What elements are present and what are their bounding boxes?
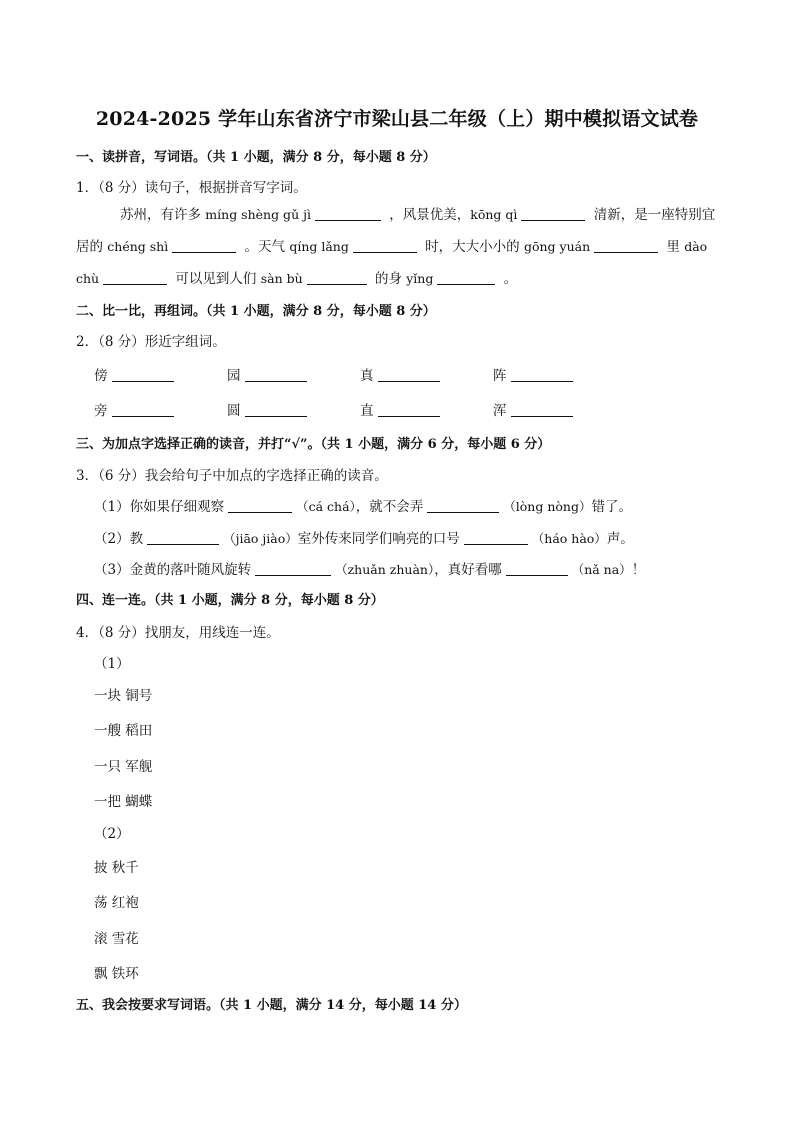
pinyin: qíng lǎng: [289, 239, 349, 254]
answer-blank[interactable]: [437, 270, 495, 285]
answer-blank[interactable]: [315, 206, 381, 221]
char-item: 旁: [94, 399, 178, 419]
section-1-heading: 一、读拼音，写词语。（共 1 小题，满分 8 分，每小题 8 分）: [76, 150, 436, 165]
section-2-heading: 二、比一比，再组词。（共 1 小题，满分 8 分，每小题 8 分）: [76, 304, 436, 319]
section-5-heading: 五、我会按要求写词语。（共 1 小题，满分 14 分，每小题 14 分）: [76, 998, 467, 1013]
match-item: 一把 蝴蝶: [94, 794, 153, 810]
section-3-heading: 三、为加点字选择正确的读音，并打“√”。（共 1 小题，满分 6 分，每小题 6 分）: [76, 437, 551, 452]
answer-blank[interactable]: [245, 402, 307, 417]
answer-blank[interactable]: [353, 238, 417, 253]
part-label: （2）: [94, 826, 130, 842]
section-4-heading: 四、连一连。（共 1 小题，满分 8 分，每小题 8 分）: [76, 593, 384, 608]
answer-blank[interactable]: [521, 206, 585, 221]
pinyin: yǐng: [406, 271, 434, 286]
answer-blank[interactable]: [511, 402, 573, 417]
answer-blank[interactable]: [147, 530, 219, 545]
pinyin: dào chù: [76, 239, 708, 286]
match-item: 一只 军舰: [94, 759, 153, 775]
question-2: 2．（8 分）形近字组词。: [76, 334, 226, 350]
answer-blank[interactable]: [506, 561, 568, 576]
pinyin: kōng qì: [470, 207, 518, 222]
answer-blank[interactable]: [378, 367, 440, 382]
answer-blank[interactable]: [378, 402, 440, 417]
pinyin: míng shèng gǔ jì: [205, 207, 311, 222]
answer-blank[interactable]: [112, 367, 174, 382]
answer-blank[interactable]: [594, 238, 658, 253]
answer-blank[interactable]: [112, 402, 174, 417]
answer-blank[interactable]: [103, 270, 167, 285]
match-item: 飘 铁环: [94, 966, 139, 982]
reading-item: （1）你如果仔细观察 （cá chá），就不会弄 （lòng nòng）错了。: [94, 499, 632, 515]
char-item: 阵: [493, 364, 577, 384]
match-item: 荡 红袍: [94, 895, 139, 911]
question-4: 4．（8 分）找朋友，用线连一连。: [76, 625, 280, 641]
match-item: 一艘 稻田: [94, 723, 153, 739]
char-item: 直: [360, 399, 444, 419]
char-item: 圆: [227, 399, 311, 419]
char-item: 真: [360, 364, 444, 384]
answer-blank[interactable]: [307, 270, 367, 285]
char-item: 浑: [493, 399, 577, 419]
char-item: 园: [227, 364, 311, 384]
question-3: 3．（6 分）我会给句子中加点的字选择正确的读音。: [76, 468, 388, 484]
match-item: 滚 雪花: [94, 931, 139, 947]
pinyin: sàn bù: [260, 271, 303, 286]
pinyin: gōng yuán: [523, 239, 591, 254]
answer-blank[interactable]: [228, 498, 292, 513]
match-item: 一块 铜号: [94, 688, 153, 704]
answer-blank[interactable]: [255, 561, 331, 576]
reading-item: （2）教 （jiāo jiào）室外传来同学们响亮的口号 （háo hào）声。: [94, 531, 634, 547]
question-1: 1．（8 分）读句子，根据拼音写字词。: [76, 180, 307, 196]
char-item: 傍: [94, 364, 178, 384]
match-item: 披 秋千: [94, 860, 139, 876]
answer-blank[interactable]: [464, 530, 528, 545]
page-title: 2024-2025 学年山东省济宁市梁山县二年级（上）期中模拟语文试卷: [95, 108, 699, 130]
answer-blank[interactable]: [427, 498, 499, 513]
answer-blank[interactable]: [172, 238, 236, 253]
pinyin: chéng shì: [107, 239, 169, 254]
answer-blank[interactable]: [511, 367, 573, 382]
question-1-passage: 苏州，有许多 míng shèng gǔ jì ，风景优美，kōng qì 清新，是一座特别宜居的 chéng shì 。天气 qíng lǎng 时，大大小小的 gōng yuán 里 dào chù 可以见到人们 sàn bù 的身 yǐng 。: [76, 207, 716, 287]
answer-blank[interactable]: [245, 367, 307, 382]
reading-item: （3）金黄的落叶随风旋转 （zhuǎn zhuàn），真好看哪 （nǎ na）！: [94, 562, 646, 578]
part-label: （1）: [94, 656, 130, 672]
